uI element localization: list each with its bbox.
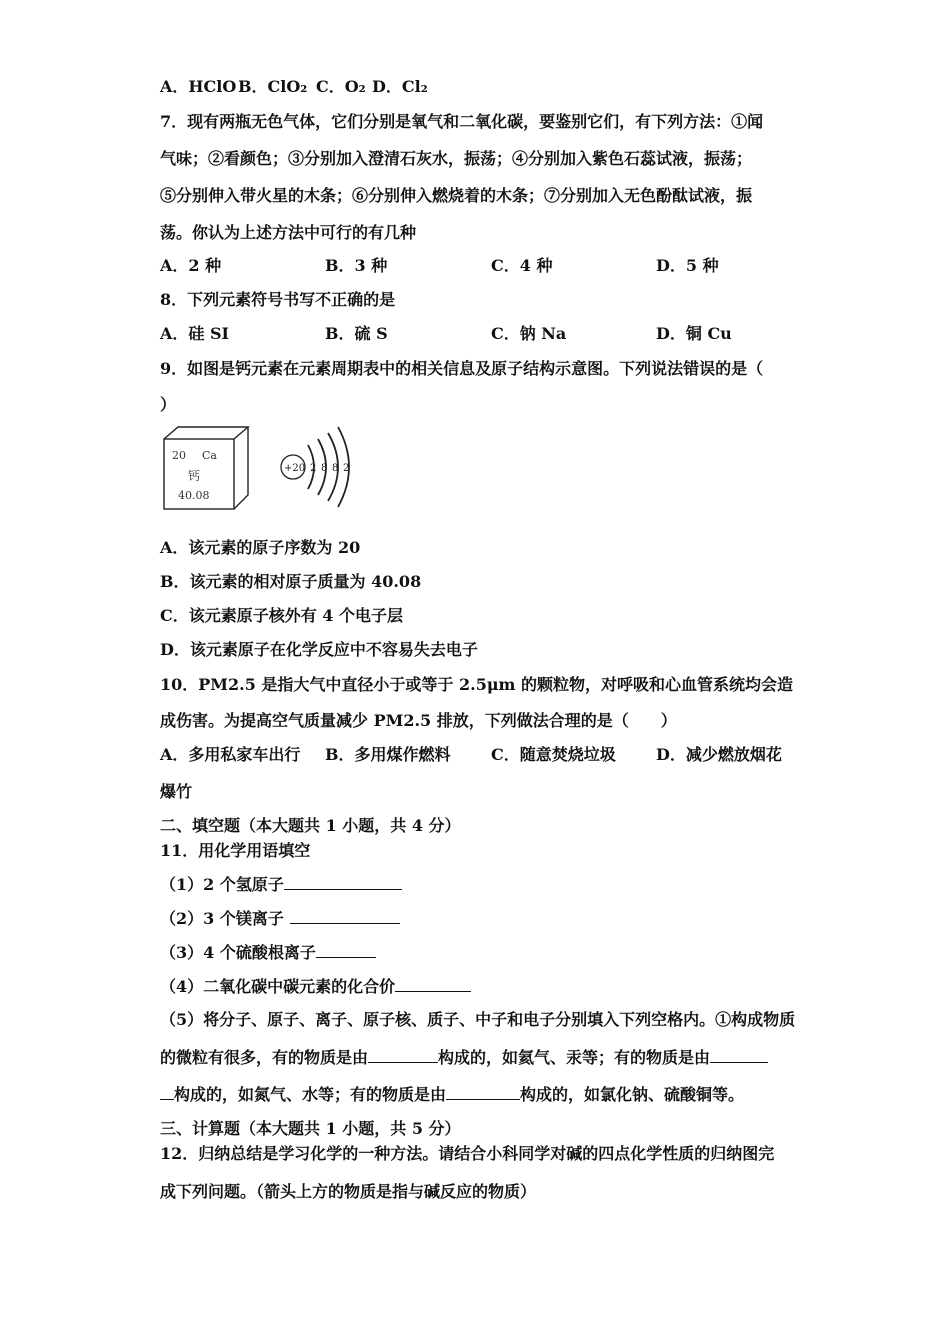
- answer-blank[interactable]: [290, 908, 400, 924]
- q7-option-a: A．2 种: [160, 256, 222, 275]
- answer-blank[interactable]: [395, 976, 471, 992]
- q7-option-b: B．3 种: [325, 256, 388, 275]
- element-name: 钙: [188, 469, 201, 483]
- q11-part5-line-3-text-b: 构成的，如氯化钠、硫酸铜等。: [520, 1085, 745, 1104]
- q11-item-4-label: （4）二氧化碳中碳元素的化合价: [160, 977, 396, 996]
- q10-option-c: C．随意焚烧垃圾: [491, 745, 616, 764]
- q7-stem-line-4: 荡。你认为上述方法中可行的有几种: [160, 223, 417, 242]
- q11-part5-line-2-text-a: 的微粒有很多，有的物质是由: [160, 1048, 369, 1067]
- shell-3-electrons: 8: [332, 463, 339, 474]
- q9-option-b: B．该元素的相对原子质量为 40.08: [160, 572, 422, 591]
- q9-stem-line-2: ）: [160, 395, 177, 414]
- q10-option-d-wrap: 爆竹: [160, 782, 193, 801]
- q8-option-b: B．硫 S: [325, 324, 388, 343]
- q11-part5-line-1: （5）将分子、原子、离子、原子核、质子、中子和电子分别填入下列空格内。①构成物质: [160, 1010, 796, 1029]
- q8-option-d: D．铜 Cu: [656, 324, 732, 343]
- q7-option-d: D．5 种: [656, 256, 719, 275]
- q6-option-d: D．Cl₂: [372, 77, 428, 96]
- q11-item-3: [160, 942, 376, 963]
- q10-option-d: D．减少燃放烟花: [656, 745, 782, 764]
- q8-option-c: C．钠 Na: [491, 324, 567, 343]
- q11-item-2: [160, 908, 400, 929]
- q7-stem-line-2: 气味；②看颜色；③分别加入澄清石灰水，振荡；④分别加入紫色石蕊试液，振荡；: [160, 149, 753, 168]
- q11-part5-line-3: [160, 1084, 744, 1105]
- section-2-title: 二、填空题（本大题共 1 小题，共 4 分）: [160, 816, 461, 835]
- answer-blank[interactable]: [710, 1047, 768, 1063]
- q6-option-b: B．ClO₂: [238, 77, 308, 96]
- q9-stem-line-1: 9．如图是钙元素在元素周期表中的相关信息及原子结构示意图。下列说法错误的是（: [160, 359, 764, 378]
- q7-stem-line-1: 7．现有两瓶无色气体，它们分别是氧气和二氧化碳，要鉴别它们，有下列方法：①闻: [160, 112, 764, 131]
- q11-part5-line-3-text-a: 构成的，如氮气、水等；有的物质是由: [174, 1085, 447, 1104]
- q11-item-2-label: （2）3 个镁离子: [160, 909, 284, 928]
- q8-stem: 8．下列元素符号书写不正确的是: [160, 290, 396, 309]
- nucleus-charge: +20: [284, 463, 306, 474]
- q11-part5-line-2-text-b: 构成的，如氦气、汞等；有的物质是由: [438, 1048, 711, 1067]
- q10-stem-line-2: 成伤害。为提高空气质量减少 PM2.5 排放，下列做法合理的是（ ）: [160, 711, 677, 730]
- atomic-mass: 40.08: [178, 489, 210, 502]
- shell-1-electrons: 2: [310, 463, 317, 474]
- answer-blank[interactable]: [446, 1084, 520, 1100]
- q7-option-c: C．4 种: [491, 256, 553, 275]
- answer-blank[interactable]: [284, 874, 402, 890]
- q12-stem-line-2: 成下列问题。（箭头上方的物质是指与碱反应的物质）: [160, 1182, 537, 1201]
- calcium-figure: [160, 425, 355, 515]
- q11-item-3-label: （3）4 个硫酸根离子: [160, 943, 316, 962]
- q12-stem-line-1: 12．归纳总结是学习化学的一种方法。请结合小科同学对碱的四点化学性质的归纳图完: [160, 1144, 775, 1163]
- q9-option-a: A．该元素的原子序数为 20: [160, 538, 361, 557]
- shell-2-electrons: 8: [321, 463, 328, 474]
- q11-item-1-label: （1）2 个氢原子: [160, 875, 284, 894]
- answer-blank[interactable]: [160, 1084, 174, 1100]
- element-symbol: Ca: [202, 449, 217, 462]
- q11-stem: 11．用化学用语填空: [160, 841, 311, 860]
- q9-option-c: C．该元素原子核外有 4 个电子层: [160, 606, 404, 625]
- q6-option-a: A．HClO: [160, 77, 237, 96]
- q11-item-4: [160, 976, 471, 997]
- section-3-title: 三、计算题（本大题共 1 小题，共 5 分）: [160, 1119, 461, 1138]
- q10-option-b: B．多用煤作燃料: [325, 745, 451, 764]
- q10-option-a: A．多用私家车出行: [160, 745, 301, 764]
- q8-option-a: A．硅 SI: [160, 324, 230, 343]
- atomic-number: 20: [172, 449, 186, 462]
- answer-blank[interactable]: [368, 1047, 438, 1063]
- atom-structure: [281, 427, 349, 507]
- q11-part5-line-2: [160, 1047, 768, 1068]
- q10-stem-line-1: 10．PM2.5 是指大气中直径小于或等于 2.5μm 的颗粒物，对呼吸和心血管系统均会造: [160, 675, 794, 694]
- shell-4-electrons: 2: [343, 463, 350, 474]
- answer-blank[interactable]: [316, 942, 376, 958]
- q7-stem-line-3: ⑤分别伸入带火星的木条；⑥分别伸入燃烧着的木条；⑦分别加入无色酚酞试液，振: [160, 186, 753, 205]
- q6-option-c: C．O₂: [316, 77, 366, 96]
- q9-option-d: D．该元素原子在化学反应中不容易失去电子: [160, 640, 478, 659]
- q11-item-1: [160, 874, 402, 895]
